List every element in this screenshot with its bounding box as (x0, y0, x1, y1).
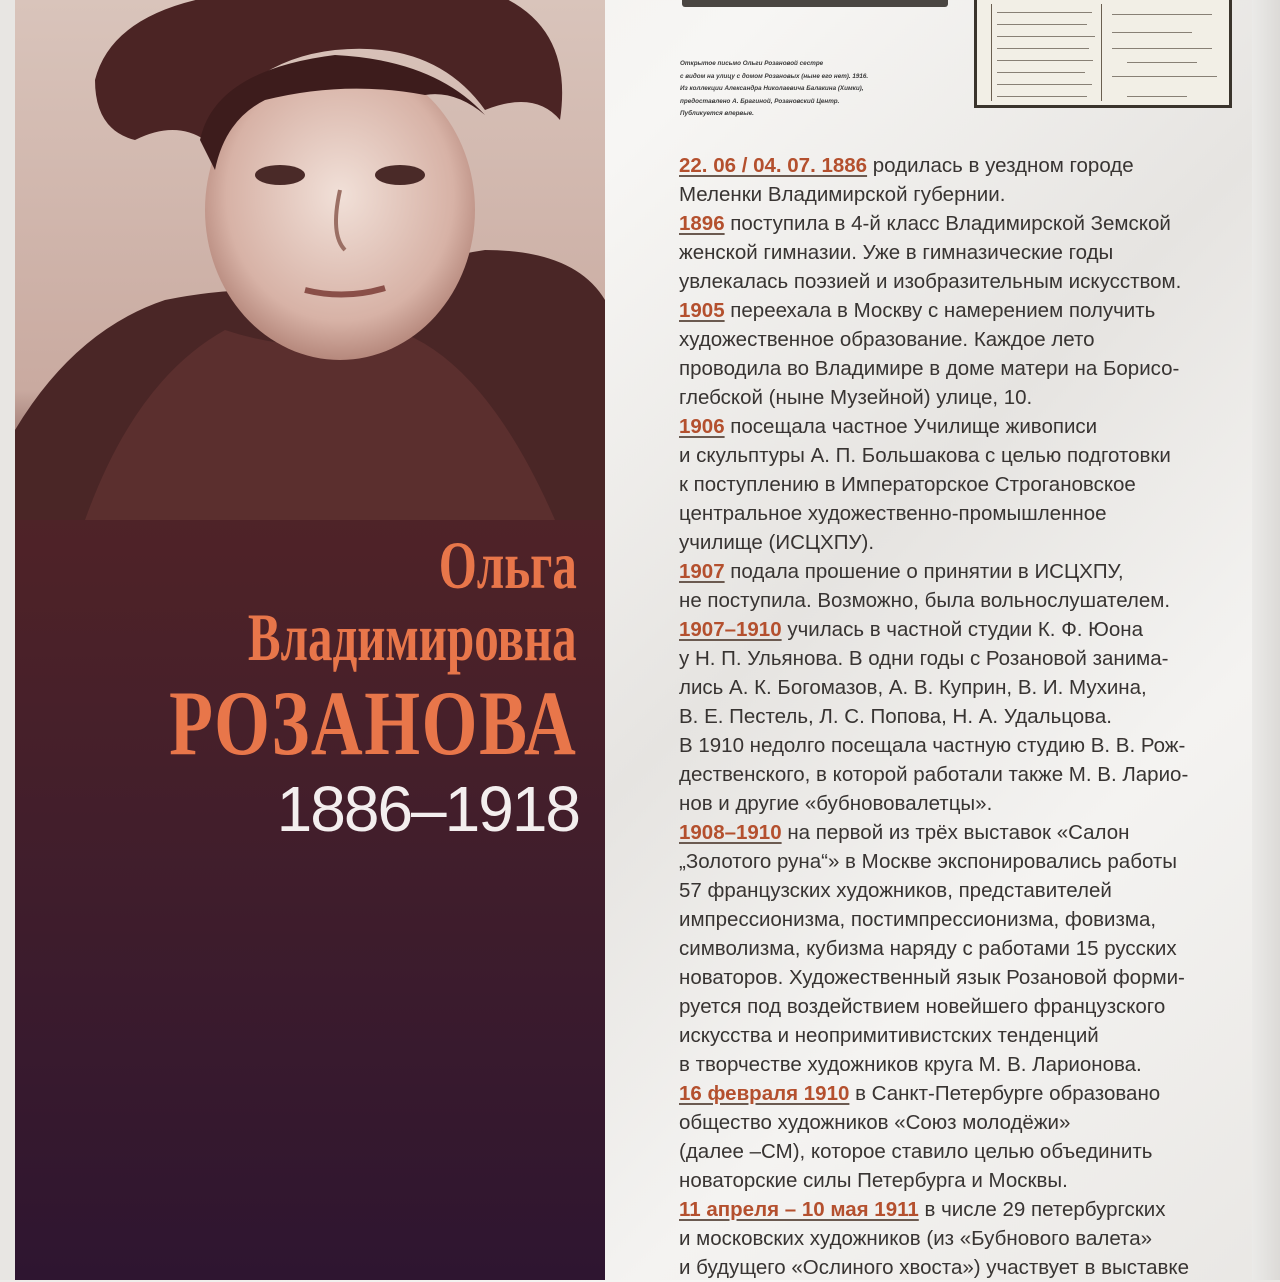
entry-text: родилась в уездном городе (867, 154, 1134, 177)
entry-line (679, 586, 1249, 615)
entry-line (679, 470, 1249, 499)
entry-line (679, 876, 1249, 905)
timeline-entry (679, 412, 1249, 557)
entry-line (679, 615, 1249, 644)
entry-line (679, 1137, 1249, 1166)
biography-timeline (679, 151, 1249, 1282)
postcard-image (974, 0, 1232, 108)
entry-text: новаторов. Художественный язык Розановой форми- (679, 966, 1185, 989)
entry-line (679, 557, 1249, 586)
entry-text: „Золотого руна“» в Москве экспонировались работы (679, 850, 1178, 873)
timeline-entry (679, 1079, 1249, 1195)
entry-text: не поступила. Возможно, была вольнослушателем. (679, 589, 1171, 612)
entry-date: 1896 (679, 212, 725, 235)
entry-text: подала прошение о принятии в ИСЦХПУ, (724, 560, 1124, 583)
name-first: Ольга (438, 527, 577, 603)
entry-date: 16 февраля 1910 (679, 1082, 850, 1105)
entry-line (679, 789, 1249, 818)
entry-line (679, 528, 1249, 557)
entry-text: в Санкт-Петербурге образовано (849, 1082, 1161, 1105)
entry-text: В 1910 недолго посещала частную студию В. В. Рож- (679, 734, 1186, 757)
caption-line: Открытое письмо Ольги Розановой сестре (680, 60, 824, 67)
name-surname: РОЗАНОВА (168, 672, 577, 774)
timeline-entry (679, 557, 1249, 615)
entry-text: центральное художественно-промышленное (679, 502, 1107, 525)
entry-date: 1907–1910 (679, 618, 782, 641)
entry-line (679, 441, 1249, 470)
timeline-entry (679, 209, 1249, 296)
entry-text: художественное образование. Каждое лето (679, 328, 1095, 351)
entry-line (679, 1079, 1249, 1108)
entry-line (679, 673, 1249, 702)
entry-line (679, 644, 1249, 673)
entry-text: училась в частной студии К. Ф. Юона (781, 618, 1144, 641)
entry-text: и московских художников (из «Бубнового валета» (679, 1227, 1153, 1250)
entry-line (679, 760, 1249, 789)
wall-right (1252, 0, 1280, 1280)
portrait-panel (15, 0, 605, 1280)
entry-line (679, 1021, 1249, 1050)
entry-text: (далее –СМ), которое ставило целью объединить (679, 1140, 1153, 1163)
entry-text: к поступлению в Императорское Строгановское (679, 473, 1136, 496)
timeline-entry (679, 818, 1249, 1079)
entry-text: и будущего «Ослиного хвоста») участвует в выставке (679, 1256, 1190, 1279)
entry-line (679, 702, 1249, 731)
entry-text: на первой из трёх выставок «Салон (781, 821, 1130, 844)
caption-line: Из коллекции Александра Николаевича Балакина (Химки), (680, 85, 864, 92)
entry-line (679, 209, 1249, 238)
entry-line (679, 1195, 1249, 1224)
entry-date: 1907 (679, 560, 725, 583)
entry-line (679, 383, 1249, 412)
entry-text: в творчестве художников круга М. В. Ларионова. (679, 1053, 1142, 1076)
entry-text: общество художников «Союз молодёжи» (679, 1111, 1071, 1134)
entry-text: проводила во Владимире в доме матери на Борисо- (679, 357, 1180, 380)
portrait-photo (15, 0, 605, 520)
entry-date: 1908–1910 (679, 821, 782, 844)
entry-date: 11 апреля – 10 мая 1911 (679, 1198, 919, 1221)
timeline-entry (679, 151, 1249, 209)
entry-line (679, 354, 1249, 383)
entry-line (679, 963, 1249, 992)
wall-left (0, 0, 15, 1280)
entry-date: 1905 (679, 299, 725, 322)
entry-line (679, 1108, 1249, 1137)
entry-text: импрессионизма, постимпрессионизма, фовизма, (679, 908, 1157, 931)
entry-line (679, 1050, 1249, 1079)
entry-line (679, 905, 1249, 934)
entry-text: у Н. П. Ульянова. В одни годы с Розановой занима- (679, 647, 1169, 670)
timeline-entry (679, 296, 1249, 412)
entry-line (679, 267, 1249, 296)
entry-text: руется под воздействием новейшего французского (679, 995, 1166, 1018)
entry-text: поступила в 4-й класс Владимирской Земской (724, 212, 1171, 235)
entry-line (679, 731, 1249, 760)
entry-text: и скульптуры А. П. Большакова с целью подготовки (679, 444, 1171, 467)
timeline-entry (679, 615, 1249, 818)
entry-line (679, 412, 1249, 441)
entry-date: 22. 06 / 04. 07. 1886 (679, 154, 868, 177)
entry-line (679, 499, 1249, 528)
caption-line: предоставлено А. Брагиной, Розановский Центр. (680, 97, 840, 105)
entry-line (679, 180, 1249, 209)
entry-line (679, 934, 1249, 963)
life-years: 1886–1918 (276, 773, 579, 845)
entry-line (679, 847, 1249, 876)
caption-line: с видом на улицу с домом Розановых (ныне его нет). 1916. (680, 72, 869, 80)
entry-text: символизма, кубизма наряду с работами 15 русских (679, 937, 1177, 960)
entry-line (679, 992, 1249, 1021)
entry-text: глебской (ныне Музейной) улице, 10. (679, 386, 1033, 409)
entry-text: училище (ИСЦХПУ). (679, 531, 875, 554)
caption-line: Публикуется впервые. (680, 110, 754, 117)
entry-text: В. Е. Пестель, Л. С. Попова, Н. А. Удальцова. (679, 705, 1112, 728)
name-patronymic: Владимировна (248, 599, 577, 675)
timeline-entry (679, 1195, 1249, 1282)
entry-text: переехала в Москву с намерением получить (724, 299, 1156, 322)
entry-line (679, 325, 1249, 354)
postcard-caption (680, 58, 940, 121)
entry-text: новаторские силы Петербурга и Москвы. (679, 1169, 1068, 1192)
entry-text: женской гимназии. Уже в гимназические годы (679, 241, 1114, 264)
entry-text: искусства и неопримитивистских тенденций (679, 1024, 1099, 1047)
entry-line (679, 1166, 1249, 1195)
entry-line (679, 1253, 1249, 1282)
entry-text: дественского, в которой работали также М. В. Ларио- (679, 763, 1189, 786)
street-photo (682, 0, 948, 7)
entry-text: лись А. К. Богомазов, А. В. Куприн, В. И. Мухина, (679, 676, 1147, 699)
entry-text: в числе 29 петербургских (918, 1198, 1166, 1221)
entry-text: посещала частное Училище живописи (724, 415, 1098, 438)
entry-line (679, 238, 1249, 267)
entry-text: увлекалась поэзией и изобразительным искусством. (679, 270, 1182, 293)
entry-text: 57 французских художников, представителей (679, 879, 1112, 902)
entry-date: 1906 (679, 415, 725, 438)
entry-text: Меленки Владимирской губернии. (679, 183, 1006, 206)
entry-text: нов и другие «бубнововалетцы». (679, 792, 993, 815)
entry-line (679, 296, 1249, 325)
entry-line (679, 818, 1249, 847)
entry-line (679, 1224, 1249, 1253)
entry-line (679, 151, 1249, 180)
